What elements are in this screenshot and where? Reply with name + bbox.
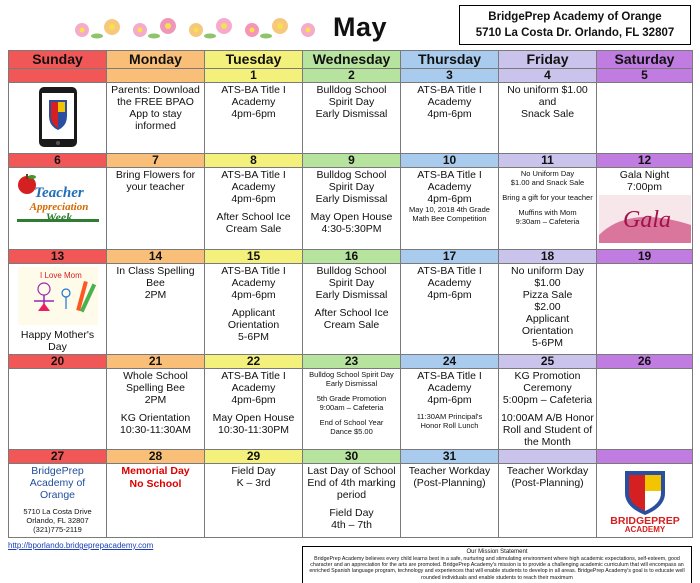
- date-number: 12: [597, 154, 693, 168]
- day-header-thursday: Thursday: [401, 51, 499, 69]
- event-text: 4pm-6pm: [427, 393, 472, 406]
- event-text: Applicant Orientation: [227, 307, 280, 331]
- day-cell: [9, 264, 107, 355]
- event-text: Teacher Workday: [506, 464, 589, 477]
- event-text: Snack Sale: [520, 108, 575, 120]
- date-number: 9: [303, 154, 401, 168]
- event-text: and: [538, 96, 557, 108]
- gala-text: Gala: [623, 207, 671, 233]
- date-number: 7: [107, 154, 205, 168]
- day-cell: [107, 463, 205, 538]
- event-small-text: (321)775-2119: [33, 524, 82, 534]
- event-small-text: 5th Grade Promotion: [316, 393, 387, 403]
- event-text: $2.00: [534, 301, 561, 313]
- event-text: 4pm-6pm: [427, 193, 472, 205]
- day-cell: [499, 264, 597, 355]
- day-cell: [499, 83, 597, 154]
- day-cell: [597, 168, 693, 250]
- event-text: No School: [129, 477, 182, 490]
- event-text: After School Ice Cream Sale: [314, 307, 389, 331]
- event-row: [9, 368, 693, 449]
- event-small-text: $1.00 and Snack Sale: [510, 178, 585, 187]
- bpao-app-phone-image: [38, 86, 78, 152]
- day-cell: [597, 83, 693, 154]
- event-text: ATS-BA Title I Academy: [417, 265, 482, 289]
- event-text: Gala Night: [619, 169, 670, 181]
- day-cell: [597, 264, 693, 355]
- flower-border-decoration: [68, 10, 333, 42]
- day-cell: [9, 168, 107, 250]
- day-cell: [303, 168, 401, 250]
- date-number: 26: [597, 354, 693, 368]
- event-text: 4th – 7th: [331, 518, 372, 531]
- event-small-text: Muffins with Mom: [518, 208, 577, 217]
- week-text: Week: [45, 210, 72, 224]
- event-row: [9, 264, 693, 355]
- date-number: [499, 449, 597, 463]
- event-text: ATS-BA Title I Academy: [417, 84, 482, 108]
- event-text: Applicant Orientation: [521, 313, 574, 337]
- event-small-text: Orlando, FL 32807: [26, 515, 89, 525]
- event-text: 4pm-6pm: [231, 393, 276, 406]
- event-text: Memorial Day: [121, 464, 190, 477]
- event-text: End of 4th marking period: [307, 476, 396, 501]
- event-small-text: Dance $5.00: [330, 426, 373, 436]
- event-text: Happy Mother's Day: [20, 328, 95, 353]
- event-small-text: Early Dismissal: [325, 378, 378, 388]
- date-number: 24: [401, 354, 499, 368]
- teacher-appreciation-week-image: [13, 171, 103, 239]
- event-row: [9, 463, 693, 538]
- event-text: Teacher Workday: [408, 464, 491, 477]
- event-row: [9, 168, 693, 250]
- day-cell: [107, 83, 205, 154]
- date-number: 1: [205, 69, 303, 83]
- date-number: 5: [597, 69, 693, 83]
- day-cell: [205, 463, 303, 538]
- bridgeprep-logo-image: [600, 467, 690, 537]
- day-cell: [597, 368, 693, 449]
- event-text: 10:30-11:30PM: [217, 423, 290, 436]
- calendar-grid: [8, 50, 693, 538]
- mission-text: BridgePrep Academy believes every child learns best in a safe, nurturing and stimulating environment where high academic expectations, self-esteem, good character and an appreciation for the arts are promoted. BridgePrep Academy's mission is to provide a challenging academic curriculum that will encompass an enriched Spanish language program, technology and experiences that will enable students to develop in all areas. BridgePrep Academy's goal is to educate well rounded individuals and enable students to reach their maximum: [309, 556, 685, 581]
- day-cell: [9, 368, 107, 449]
- academy-text: ACADEMY: [624, 524, 665, 533]
- event-text: 5:00pm – Cafeteria: [502, 393, 593, 406]
- event-text: ATS-BA Title I Academy: [221, 265, 286, 289]
- day-cell: [499, 463, 597, 538]
- event-text: Parents: Download the FREE BPAO App to stay informed: [111, 84, 200, 132]
- day-cell: [107, 264, 205, 355]
- event-small-text: End of School Year: [319, 417, 384, 427]
- event-small-text: Honor Roll Lunch: [420, 420, 479, 430]
- event-text: (Post-Planning): [511, 476, 584, 489]
- day-cell: [205, 168, 303, 250]
- event-text: In Class Spelling Bee: [116, 265, 195, 289]
- event-text: Whole School Spelling Bee: [123, 369, 188, 394]
- day-cell: [205, 368, 303, 449]
- mission-title: Our Mission Statement: [466, 549, 528, 555]
- event-text: $1.00: [534, 277, 561, 289]
- event-small-text: Bulldog School Spirit Day: [309, 369, 394, 379]
- date-number: 10: [401, 154, 499, 168]
- event-text: Early Dismissal: [315, 193, 388, 205]
- event-text: BridgePrep Academy of Orange: [29, 464, 86, 501]
- day-cell: [401, 83, 499, 154]
- event-text: Field Day: [231, 464, 276, 477]
- event-text: Last Day of School: [307, 464, 396, 477]
- event-text: Early Dismissal: [315, 289, 388, 301]
- date-number: 23: [303, 354, 401, 368]
- school-website-link[interactable]: http://bporlando.bridgeprepacademy.com: [8, 541, 154, 550]
- date-number: [9, 69, 107, 83]
- date-number: 3: [401, 69, 499, 83]
- date-number: 29: [205, 449, 303, 463]
- event-text: 4pm-6pm: [231, 108, 276, 120]
- day-cell: [303, 83, 401, 154]
- date-number: 25: [499, 354, 597, 368]
- appreciation-text: Appreciation: [29, 201, 88, 213]
- mission-statement-box: [302, 546, 692, 583]
- day-cell: [401, 463, 499, 538]
- date-number: 8: [205, 154, 303, 168]
- date-number: 22: [205, 354, 303, 368]
- date-number: 21: [107, 354, 205, 368]
- day-cell: [303, 368, 401, 449]
- event-text: No uniform $1.00: [507, 84, 588, 96]
- event-small-text: 9:30am – Cafeteria: [515, 217, 580, 226]
- date-number: 13: [9, 250, 107, 264]
- event-text: 4pm-6pm: [427, 108, 472, 120]
- day-header-friday: Friday: [499, 51, 597, 69]
- event-text: Bulldog School Spirit Day: [316, 265, 387, 289]
- event-text: 2PM: [144, 393, 167, 406]
- event-small-text: Bring a gift for your teacher: [502, 193, 593, 202]
- date-number: 2: [303, 69, 401, 83]
- event-text: After School Ice Cream Sale: [216, 211, 291, 235]
- date-number: 11: [499, 154, 597, 168]
- date-number: 17: [401, 250, 499, 264]
- date-number-row: [9, 250, 693, 264]
- date-number: [597, 449, 693, 463]
- event-text: Pizza Sale: [522, 289, 573, 301]
- teacher-text: Teacher: [33, 185, 84, 201]
- day-cell: [9, 83, 107, 154]
- month-title: May: [333, 12, 388, 42]
- event-small-text: 5710 La Costa Drive: [23, 506, 92, 516]
- event-small-text: 11:30AM Principal's: [416, 411, 483, 421]
- date-number: 27: [9, 449, 107, 463]
- day-cell: [401, 264, 499, 355]
- event-text: Bring Flowers for your teacher: [115, 169, 196, 193]
- event-text: May Open House: [310, 211, 393, 223]
- date-number: 31: [401, 449, 499, 463]
- day-header-tuesday: Tuesday: [205, 51, 303, 69]
- day-cell: [499, 368, 597, 449]
- event-text: 5-6PM: [238, 331, 269, 343]
- event-text: 5-6PM: [532, 337, 563, 349]
- date-number: [107, 69, 205, 83]
- day-cell: [9, 463, 107, 538]
- event-text: 10:00AM A/B Honor Roll and Student of the Month: [501, 411, 594, 448]
- date-number: 19: [597, 250, 693, 264]
- event-text: 4pm-6pm: [231, 193, 276, 205]
- date-number: 28: [107, 449, 205, 463]
- date-number: 18: [499, 250, 597, 264]
- event-text: 2PM: [144, 289, 167, 301]
- event-text: 7:00pm: [626, 181, 663, 193]
- day-cell: [205, 83, 303, 154]
- day-cell: [303, 463, 401, 538]
- event-text: K – 3rd: [236, 476, 271, 489]
- day-cell: [597, 463, 693, 538]
- event-text: Bulldog School Spirit Day: [316, 169, 387, 193]
- date-number-row: [9, 69, 693, 83]
- day-cell: [499, 168, 597, 250]
- day-cell: [401, 168, 499, 250]
- event-text: ATS-BA Title I Academy: [221, 169, 286, 193]
- event-text: No uniform Day: [511, 265, 584, 277]
- day-cell: [303, 264, 401, 355]
- event-small-text: 9:00am – Cafeteria: [319, 402, 384, 412]
- event-text: 4:30-5:30PM: [321, 223, 382, 235]
- day-header-sunday: Sunday: [9, 51, 107, 69]
- event-text: May Open House: [212, 411, 295, 424]
- day-cell: [107, 168, 205, 250]
- date-number: 16: [303, 250, 401, 264]
- event-text: ATS-BA Title I Academy: [221, 84, 286, 108]
- school-address: 5710 La Costa Dr. Orlando, FL 32807: [475, 27, 675, 39]
- event-text: ATS-BA Title I Academy: [417, 369, 482, 394]
- event-text: 4pm-6pm: [231, 289, 276, 301]
- event-text: ATS-BA Title I Academy: [221, 369, 286, 394]
- event-text: (Post-Planning): [413, 476, 486, 489]
- day-header-wednesday: Wednesday: [303, 51, 401, 69]
- i-love-mom-drawing-image: [18, 267, 98, 329]
- date-number-row: [9, 154, 693, 168]
- event-small-text: No Uniform Day: [520, 169, 575, 178]
- event-row: [9, 83, 693, 154]
- event-text: Early Dismissal: [315, 108, 388, 120]
- i-love-mom-text: I Love Mom: [39, 271, 82, 280]
- bridgeprep-text: BRIDGEPREP: [609, 514, 680, 527]
- date-number: 14: [107, 250, 205, 264]
- day-header-monday: Monday: [107, 51, 205, 69]
- event-small-text: May 10, 2018 4th Grade Math Bee Competition: [409, 205, 490, 223]
- event-text: KG Orientation 10:30-11:30AM: [119, 411, 192, 436]
- event-text: Field Day: [329, 506, 374, 519]
- date-number: 30: [303, 449, 401, 463]
- date-number: 6: [9, 154, 107, 168]
- date-number-row: [9, 449, 693, 463]
- gala-banner-image: [599, 195, 691, 247]
- event-text: Bulldog School Spirit Day: [316, 84, 387, 108]
- school-name: BridgePrep Academy of Orange: [488, 11, 662, 23]
- date-number: 4: [499, 69, 597, 83]
- date-number: 20: [9, 354, 107, 368]
- day-of-week-row: [9, 51, 693, 69]
- day-cell: [205, 264, 303, 355]
- day-cell: [107, 368, 205, 449]
- day-cell: [401, 368, 499, 449]
- date-number: 15: [205, 250, 303, 264]
- event-text: 4pm-6pm: [427, 289, 472, 301]
- school-info-box: [459, 5, 691, 45]
- date-number-row: [9, 354, 693, 368]
- event-text: KG Promotion Ceremony: [514, 369, 581, 394]
- event-text: ATS-BA Title I Academy: [417, 169, 482, 193]
- day-header-saturday: Saturday: [597, 51, 693, 69]
